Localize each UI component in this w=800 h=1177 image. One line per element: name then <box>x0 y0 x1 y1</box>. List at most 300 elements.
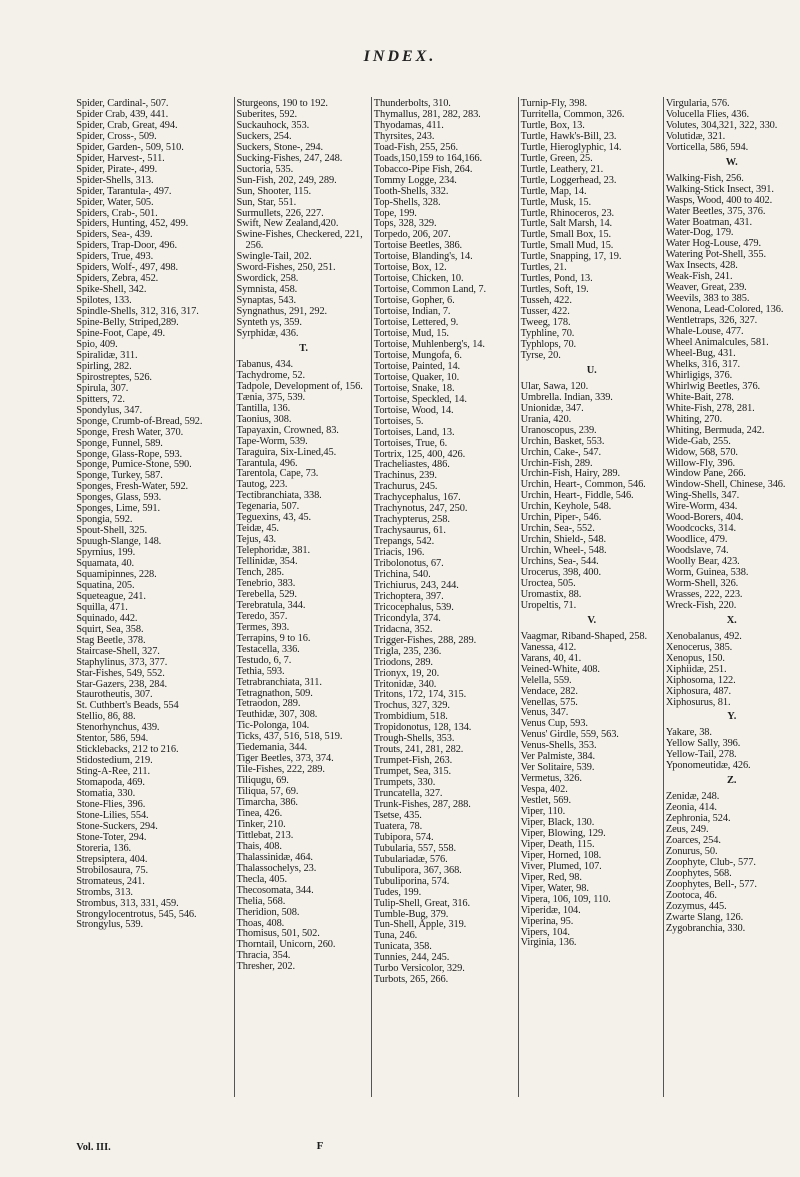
index-entry: Tope, 199. <box>373 207 417 219</box>
index-entry: Terrapins, 9 to 16. <box>236 632 311 644</box>
index-entry: Typhline, 70. <box>520 328 575 340</box>
section-letter: V. <box>587 614 596 626</box>
index-entry: Trouts, 241, 281, 282. <box>373 744 464 756</box>
index-entry: Stromateus, 241. <box>76 875 145 887</box>
index-entry: Urchin, Keyhole, 548. <box>520 501 612 513</box>
index-entry: Spilotes, 133. <box>76 295 132 307</box>
index-entry: Telephoridæ, 381. <box>236 545 310 557</box>
index-entry: Urchin-Fish, 289. <box>520 457 593 469</box>
index-column-1 <box>76 99 233 931</box>
index-entry: Woolly Bear, 423. <box>665 556 740 568</box>
index-entry: Whiting, 270. <box>665 413 722 425</box>
index-entry: Zygobranchia, 330. <box>665 922 746 934</box>
index-entry: Sponge, Turkey, 587. <box>76 470 163 482</box>
index-entry: Vipera, 106, 109, 110. <box>520 893 611 905</box>
index-entry: Wrasses, 222, 223. <box>665 588 743 600</box>
index-entry: Tortoise, Quaker, 10. <box>373 371 460 383</box>
index-entry: Tegenaria, 507. <box>236 501 300 513</box>
index-entry: Trachysaurus, 61. <box>373 525 446 537</box>
index-entry: Woodcocks, 314. <box>665 523 736 535</box>
index-entry: Wheel Animalcules, 581. <box>665 337 769 349</box>
index-entry: Testudo, 6, 7. <box>236 654 292 666</box>
index-entry: Tumble-Bug, 379. <box>373 908 449 920</box>
index-entry: Swift, New Zealand,420. <box>236 218 339 230</box>
index-entry: Vendace, 282. <box>520 685 578 697</box>
index-entry: Zwarte Slang, 126. <box>665 911 744 923</box>
index-entry: Turtle, Loggerhead, 23. <box>520 174 617 186</box>
index-entry: Trionyx, 19, 20. <box>373 667 440 679</box>
section-letter: Z. <box>727 775 737 787</box>
index-entry: Water Hog-Louse, 479. <box>665 238 762 250</box>
index-entry: Tortrix, 125, 400, 426. <box>373 448 466 460</box>
index-entry: Urchin-Fish, Hairy, 289. <box>520 468 621 480</box>
index-entry: Star-Fishes, 549, 552. <box>76 667 165 679</box>
index-entry: Turtle, Small Box, 15. <box>520 229 611 241</box>
index-entry: Viper, Horned, 108. <box>520 849 602 861</box>
index-entry: Spiders, Zebra, 452. <box>76 273 159 285</box>
index-entry: Ver Palmiste, 384. <box>520 751 596 763</box>
index-entry: Tiger Beetles, 373, 374. <box>236 753 334 765</box>
index-entry: Zoarces, 254. <box>665 835 721 846</box>
index-entry: Swordick, 258. <box>236 273 299 285</box>
index-entry: Viperidæ, 104. <box>520 904 581 916</box>
index-entry: Trumpets, 330. <box>373 777 436 789</box>
index-entry: Zootoca, 46. <box>665 889 717 901</box>
index-entry: Urchin, Shield-, 548. <box>520 534 606 546</box>
index-entry: Trachypterus, 258. <box>373 514 450 526</box>
index-entry: Sticklebacks, 212 to 216. <box>76 744 179 756</box>
index-entry: Tinea, 426. <box>236 808 283 819</box>
index-entry: Stidostedium, 219. <box>76 755 153 767</box>
index-entry: Suckers, 254. <box>236 130 292 142</box>
index-entry: Sponge, Funnel, 589. <box>76 437 163 449</box>
index-entry: Tenebrio, 383. <box>236 577 296 589</box>
index-entry: Volutidæ, 321. <box>665 130 726 142</box>
index-entry: Zephronia, 524. <box>665 813 731 825</box>
signature-mark: F <box>316 1140 324 1152</box>
index-entry: Stone-Flies, 396. <box>76 799 146 810</box>
index-entry: Tricocephalus, 539. <box>373 601 454 613</box>
index-entry: Tooth-Shells, 332. <box>373 185 449 197</box>
index-entry: Suckauhock, 353. <box>236 119 310 131</box>
index-entry: Weak-Fish, 241. <box>665 271 733 283</box>
index-entry: Thalassochelys, 23. <box>236 862 317 874</box>
index-entry: Vanessa, 412. <box>520 641 577 653</box>
index-entry: Tortoise, Lettered, 9. <box>373 317 459 329</box>
index-entry: Tantilla, 136. <box>236 402 291 414</box>
index-entry: Spider, Pirate-, 499. <box>76 163 158 175</box>
index-entry: Turtles, Soft, 19. <box>520 284 589 296</box>
index-entry: Tubulipora, 367, 368. <box>373 864 462 876</box>
index-entry: Turtles, Pond, 13. <box>520 273 593 285</box>
index-entry: Uromastix, 88. <box>520 588 582 600</box>
index-entry: Trachycephalus, 167. <box>373 492 461 504</box>
index-entry: Suckers, Stone-, 294. <box>236 141 323 153</box>
index-entry: Tuna, 246. <box>373 930 418 942</box>
index-entry: Volucella Flies, 436. <box>665 108 749 120</box>
index-entry: Venus, 347. <box>520 707 569 719</box>
index-entry: Sword-Fishes, 250, 251. <box>236 262 336 274</box>
index-entry: Squamata, 40. <box>76 558 135 570</box>
index-entry: Umbrella. Indian, 339. <box>520 391 613 403</box>
index-entry: Urchin, Cake-, 547. <box>520 446 601 458</box>
index-entry: Tortoises, 5. <box>373 415 424 427</box>
index-entry: Testacella, 336. <box>236 643 300 655</box>
index-entry: Thresher, 202. <box>236 961 295 973</box>
index-entry: Venus Cup, 593. <box>520 718 588 730</box>
index-entry: Squilla, 471. <box>76 601 128 613</box>
index-entry: Ticks, 437, 516, 518, 519. <box>236 731 343 743</box>
index-entry: Wenona, Lead-Colored, 136. <box>665 304 784 316</box>
index-entry: Tadpole, Development of, 156. <box>236 380 363 392</box>
index-entry: Tiliqua, 57, 69. <box>236 786 299 798</box>
index-entry: Urchin, Piper-, 546. <box>520 512 602 524</box>
index-entry: Wasps, Wood, 400 to 402. <box>665 194 773 206</box>
index-entry: Whelks, 316, 317. <box>665 358 741 370</box>
index-entry: Tortoises, Land, 13. <box>373 426 455 438</box>
index-entry: Tapayaxin, Crowned, 83. <box>236 424 339 436</box>
section-letter: U. <box>586 364 597 376</box>
index-entry: Urchins, Sea-, 544. <box>520 556 599 568</box>
index-entry: Taonius, 308. <box>236 413 292 425</box>
index-entry: Tricondyla, 374. <box>373 612 441 624</box>
index-entry: Thracia, 354. <box>236 950 291 962</box>
index-entry: Tortoise, Mungofa, 6. <box>373 349 462 361</box>
index-entry: Tinker, 210. <box>236 818 286 830</box>
index-entry: Tubuliporina, 574. <box>373 875 450 887</box>
index-entry: Spyrnius, 199. <box>76 547 136 559</box>
index-entry: Turbots, 265, 266. <box>373 974 449 986</box>
index-entry: Symnista, 458. <box>236 284 298 296</box>
index-entry: Weaver, Great, 239. <box>665 282 747 294</box>
index-entry: Zenidæ, 248. <box>665 791 720 803</box>
index-entry: Urchin, Heart-, Fiddle, 546. <box>520 490 634 502</box>
index-entry: Taraguira, Six-Lined,45. <box>236 446 337 458</box>
index-entry: Squeteague, 241. <box>76 590 146 602</box>
index-entry: Stomapoda, 469. <box>76 777 145 789</box>
index-entry: Whirlwig Beetles, 376. <box>665 380 761 392</box>
index-entry: Trunk-Fishes, 287, 288. <box>373 799 471 810</box>
index-entry: Sturgeons, 190 to 192. <box>236 98 328 109</box>
index-entry: Tyrse, 20. <box>520 349 561 361</box>
index-entry: Wood-Borers, 404. <box>665 512 744 524</box>
index-entry: Strongylocentrotus, 545, 546. <box>76 908 197 920</box>
index-entry: Zozymus, 445. <box>665 900 727 912</box>
index-entry: Timarcha, 386. <box>236 797 298 809</box>
index-entry: Tortoise, Gopher, 6. <box>373 295 455 307</box>
index-entry: Weevils, 383 to 385. <box>665 293 750 305</box>
index-entry: Spiders, Sea-, 439. <box>76 229 153 241</box>
index-entry: Squamipinnes, 228. <box>76 568 157 580</box>
index-entry: Trichoptera, 397. <box>373 590 444 602</box>
column-divider <box>371 97 372 1097</box>
index-entry: Tuatera, 78. <box>373 820 423 832</box>
index-entry: Wide-Gab, 255. <box>665 435 731 447</box>
index-entry: Thymallus, 281, 282, 283. <box>373 108 481 120</box>
index-entry: Tusser, 422. <box>520 306 570 318</box>
index-entry: Swingle-Tail, 202. <box>236 251 312 263</box>
index-entry: Thais, 408. <box>236 840 282 852</box>
index-entry: Tortoises, True, 6. <box>373 437 448 449</box>
index-entry: Teguexins, 43, 45. <box>236 512 312 524</box>
index-entry: Squirt, Sea, 358. <box>76 623 144 635</box>
index-entry: Unionidæ, 347. <box>520 402 584 414</box>
index-entry: Spider, Cross-, 509. <box>76 130 157 142</box>
index-entry: Tobacco-Pipe Fish, 264. <box>373 163 473 175</box>
index-entry: Tortoise, Mud, 15. <box>373 328 449 340</box>
index-entry: Stenorhynchus, 439. <box>76 722 160 734</box>
index-entry: Woodlice, 479. <box>665 534 728 546</box>
index-entry: Turtle, Green, 25. <box>520 152 593 164</box>
index-entry: Worm-Shell, 326. <box>665 577 739 589</box>
index-entry: Water Beetles, 375, 376. <box>665 205 766 217</box>
index-entry: Tweeg, 178. <box>520 317 571 329</box>
index-entry: Tachydrome, 52. <box>236 369 305 381</box>
index-entry: Viper, Red, 98. <box>520 871 582 883</box>
index-entry: Widow, 568, 570. <box>665 446 738 458</box>
index-entry: Zeonia, 414. <box>665 802 717 814</box>
index-entry: Urania, 420. <box>520 413 572 425</box>
index-entry: Tunnies, 244, 245. <box>373 952 450 964</box>
index-entry: Turtle, Box, 13. <box>520 119 585 131</box>
index-entry: Xiphosurus, 81. <box>665 696 731 708</box>
index-entry: Yakare, 38. <box>665 727 712 739</box>
index-entry: Storeria, 136. <box>76 842 132 854</box>
index-entry: Tortoise, Common Land, 7. <box>373 284 487 296</box>
index-entry: Stone-Lilies, 554. <box>76 809 149 821</box>
index-entry: Yellow Sally, 396. <box>665 738 741 750</box>
index-entry: Tortoise Beetles, 386. <box>373 240 463 252</box>
index-entry: Virginia, 136. <box>520 937 577 949</box>
index-entry: Willow-Fly, 396. <box>665 457 736 469</box>
index-entry: Spider, Harvest-, 511. <box>76 152 165 164</box>
index-entry: Triacis, 196. <box>373 547 425 559</box>
index-entry: Spine-Belly, Striped,289. <box>76 317 179 329</box>
index-entry: Urchin, Wheel-, 548. <box>520 545 607 557</box>
index-entry: Tritonidæ, 340. <box>373 678 437 690</box>
index-entry: Terebratula, 344. <box>236 599 306 611</box>
section-letter: X. <box>726 614 737 626</box>
index-entry: Sponges, Glass, 593. <box>76 492 162 504</box>
index-entry: Stone-Toter, 294. <box>76 831 147 843</box>
index-entry: Tile-Fishes, 222, 289. <box>236 764 325 776</box>
index-entry: Tribolonotus, 67. <box>373 558 444 570</box>
index-entry: Tortoise, Box, 12. <box>373 262 447 274</box>
index-entry: Truncatella, 327. <box>373 788 443 800</box>
index-entry: Toads,150,159 to 164,166. <box>373 152 482 164</box>
index-entry: Xenocerus, 385. <box>665 641 733 653</box>
index-entry: Xiphosoma, 122. <box>665 674 736 686</box>
index-entry: Turtle, Salt Marsh, 14. <box>520 218 613 230</box>
index-entry: Volutes, 304,321, 322, 330. <box>665 119 778 131</box>
index-entry: Surmullets, 226, 227. <box>236 207 324 219</box>
index-entry: Yponomeutidæ, 426. <box>665 760 751 772</box>
index-entry: Uranoscopus, 239. <box>520 424 597 436</box>
index-entry: Spio, 409. <box>76 338 118 350</box>
index-entry: Tænia, 375, 539. <box>236 391 306 403</box>
index-entry: Zoophytes, Bell-, 577. <box>665 878 757 890</box>
index-entry: Strombs, 313. <box>76 886 133 898</box>
index-entry: Tape-Worm, 539. <box>236 435 308 447</box>
index-entry: Spirula, 307. <box>76 382 129 394</box>
index-entry: Spider, Water, 505. <box>76 196 154 208</box>
index-column-4 <box>521 99 663 949</box>
index-entry: Star-Gazers, 238, 284. <box>76 678 167 690</box>
column-divider <box>234 97 235 1097</box>
index-entry: Woodslave, 74. <box>665 545 729 557</box>
index-entry: Watering Pot-Shell, 355. <box>665 249 766 261</box>
column-divider <box>663 97 664 1097</box>
index-entry: Sun, Shooter, 115. <box>236 185 311 197</box>
index-entry: Tortoise, Wood, 14. <box>373 404 454 416</box>
index-entry: Xiphiidæ, 251. <box>665 663 727 675</box>
index-entry: Spider-Shells, 313. <box>76 174 154 186</box>
index-entry: Thyodamas, 411. <box>373 119 444 131</box>
index-entry: Vaagmar, Riband-Shaped, 258. <box>520 630 647 642</box>
index-entry: Wing-Shells, 347. <box>665 490 740 502</box>
index-entry: Turnip-Fly, 398. <box>520 98 587 109</box>
index-entry: Tropidonotus, 128, 134. <box>373 722 472 734</box>
index-entry: Spiders, Trap-Door, 496. <box>76 240 177 252</box>
index-entry: Strongylus, 539. <box>76 919 143 931</box>
index-entry: Wentletraps, 326, 327. <box>665 315 758 327</box>
index-entry: Squatina, 205. <box>76 579 135 591</box>
index-entry: Tortoise, Muhlenberg's, 14. <box>373 338 485 350</box>
index-entry: Strepsiptera, 404. <box>76 853 148 865</box>
index-entry: Tabanus, 434. <box>236 358 294 370</box>
index-entry: Trombidium, 518. <box>373 711 448 723</box>
index-entry: Spuugh-Slange, 148. <box>76 536 162 548</box>
index-entry: Termes, 393. <box>236 621 290 633</box>
index-entry: Turtle, Small Mud, 15. <box>520 240 614 252</box>
index-entry: Sucking-Fishes, 247, 248. <box>236 152 343 164</box>
index-entry: Turbo Versicolor, 329. <box>373 963 465 975</box>
index-entry: Trachurus, 245. <box>373 481 438 493</box>
index-entry: Toad-Fish, 255, 256. <box>373 141 458 153</box>
index-entry: Thecla, 405. <box>236 873 287 885</box>
index-entry: Tetrabranchiata, 311. <box>236 676 322 688</box>
index-entry: Spiralidæ, 311. <box>76 349 138 361</box>
index-entry: Vestlet, 569. <box>520 795 571 807</box>
index-entry: Terebella, 529. <box>236 588 297 600</box>
index-entry: Spider, Crab, Great, 494. <box>76 119 178 131</box>
index-entry: Thyrsites, 243. <box>373 130 435 142</box>
index-entry: Water-Dog, 179. <box>665 227 734 239</box>
index-entry: Syrphidæ, 436. <box>236 328 299 340</box>
index-entry: Spider, Tarantula-, 497. <box>76 185 172 197</box>
index-entry: Staphylinus, 373, 377. <box>76 656 168 668</box>
index-entry: Tusseh, 422. <box>520 295 572 307</box>
index-entry: Vipers, 104. <box>520 926 570 938</box>
index-entry: Vorticella, 586, 594. <box>665 141 749 153</box>
section-letter: W. <box>725 156 738 168</box>
index-entry: Vermetus, 326. <box>520 773 582 785</box>
index-entry: Spider, Cardinal-, 507. <box>76 98 169 109</box>
index-entry: Trumpet-Fish, 263. <box>373 755 453 767</box>
index-entry: Sun, Star, 551. <box>236 196 297 208</box>
index-entry: Tubipora, 574. <box>373 831 434 843</box>
index-entry: Typhlops, 70. <box>520 338 577 350</box>
index-entry: Trachynotus, 247, 250. <box>373 503 468 515</box>
index-entry: Spider, Garden-, 509, 510. <box>76 141 184 153</box>
index-entry: Spongia, 592. <box>76 514 133 526</box>
index-entry: Turtle, Rhinoceros, 23. <box>520 207 615 219</box>
index-entry: Squinado, 442. <box>76 612 138 624</box>
index-entry: Tortoise, Snake, 18. <box>373 382 455 394</box>
index-entry: Urchin, Heart-, Common, 546. <box>520 479 646 491</box>
index-entry: Zoophyte, Club-, 577. <box>665 856 756 868</box>
index-entry: Sting-A-Ree, 211. <box>76 766 151 778</box>
index-entry: Wax Insects, 428. <box>665 260 738 272</box>
index-entry: Wire-Worm, 434. <box>665 501 738 513</box>
index-entry: Urocerus, 398, 400. <box>520 567 601 579</box>
index-entry: Venus-Shells, 353. <box>520 740 597 752</box>
index-entry: Tiliqugu, 69. <box>236 775 289 787</box>
index-entry: Stentor, 586, 594. <box>76 733 149 745</box>
index-column-2 <box>237 99 371 973</box>
index-entry: Sponge, Pumice-Stone, 590. <box>76 459 192 471</box>
index-entry: Thorntail, Unicorn, 260. <box>236 939 336 951</box>
index-entry: Viper, Death, 115. <box>520 838 595 850</box>
index-entry: Staurotheutis, 307. <box>76 689 153 701</box>
index-entry: Tubulariadæ, 576. <box>373 853 448 865</box>
index-entry: Teidæ, 45. <box>236 523 279 535</box>
index-entry: Tortoise, Painted, 14. <box>373 360 461 372</box>
index-entry: Tortoise, Speckled, 14. <box>373 393 467 405</box>
volume-label: Vol. III. <box>76 1142 111 1153</box>
index-entry: Whale-Louse, 477. <box>665 326 744 338</box>
index-entry: Tommy Logge, 234. <box>373 174 457 186</box>
index-entry: Uroctea, 505. <box>520 577 576 589</box>
index-entry: Tortoise, Chicken, 10. <box>373 273 464 285</box>
index-entry: Turtle, Map, 14. <box>520 185 587 197</box>
index-entry: Velella, 559. <box>520 674 572 686</box>
index-entry: Viper, Water, 98. <box>520 882 589 894</box>
index-entry: White-Fish, 278, 281. <box>665 402 755 414</box>
index-entry: Viver, Plumed, 107. <box>520 860 602 872</box>
index-entry: Stag Beetle, 378. <box>76 634 146 646</box>
index-column-3 <box>374 99 518 986</box>
index-entry: Virgularia, 576. <box>665 98 730 109</box>
index-entry: Spider Crab, 439, 441. <box>76 108 169 120</box>
index-entry: Tubularia, 557, 558. <box>373 842 456 854</box>
index-entry: Spirling, 282. <box>76 360 132 372</box>
index-entry: Swine-Fishes, Checkered, 221, 256. <box>236 229 363 252</box>
index-entry: Spiders, Wolf-, 497, 498. <box>76 262 179 274</box>
index-entry: Tracheliastes, 486. <box>373 459 450 471</box>
index-entry: Spiders, True, 493. <box>76 251 154 263</box>
index-entry: Teuthidæ, 307, 308. <box>236 709 318 721</box>
index-entry: Viper, Blowing, 129. <box>520 827 606 839</box>
index-entry: Spike-Shell, 342. <box>76 284 147 296</box>
column-divider <box>518 97 519 1097</box>
index-entry: Syngnathus, 291, 292. <box>236 306 328 318</box>
index-entry: Tectibranchiata, 338. <box>236 490 322 502</box>
index-entry: Thomisus, 501, 502. <box>236 928 320 940</box>
index-entry: Sun-Fish, 202, 249, 289. <box>236 174 337 186</box>
index-entry: Zoophytes, 568. <box>665 867 732 879</box>
index-entry: White-Bait, 278. <box>665 391 734 403</box>
index-entry: Turtle, Hieroglyphic, 14. <box>520 141 622 153</box>
section-letter: T. <box>299 342 308 354</box>
index-entry: Viper, 110. <box>520 806 566 818</box>
index-entry: Suctoria, 535. <box>236 163 294 175</box>
index-entry: Sponges, Lime, 591. <box>76 503 161 515</box>
index-entry: Viperina, 95. <box>520 915 574 927</box>
index-entry: Spondylus, 347. <box>76 404 142 416</box>
index-entry: Thoas, 408. <box>236 917 285 929</box>
index-entry: Turtle, Musk, 15. <box>520 196 591 208</box>
